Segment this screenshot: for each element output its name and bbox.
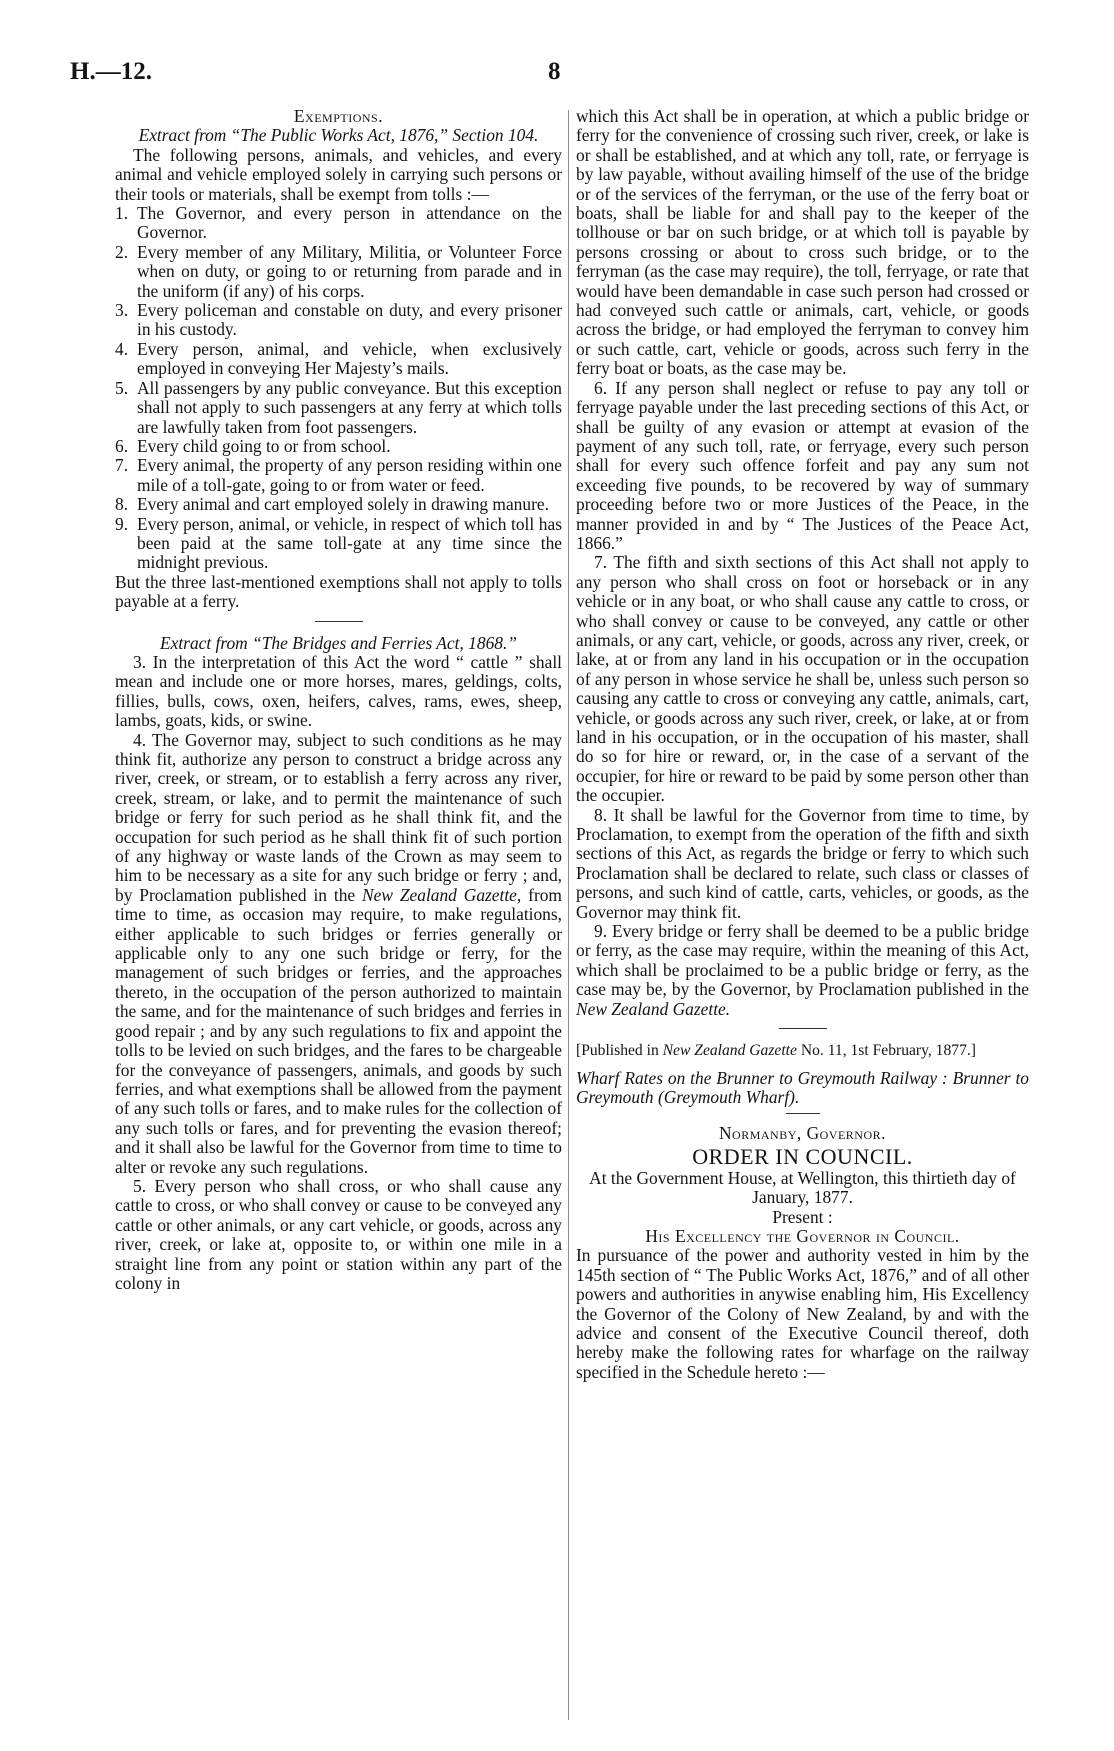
section-4-part-b: from time to time, as occasion may require, to make regulations, either applicable to such bridges or ferries generally or applicable only to any one such bridge or ferry, for the management of such bridges or ferries, and the approaches thereto, in the occupation of the person authorized to maintain the same, and for the maintenance of such bridges and ferries in good repair ; and by any such regulations to fix and appoint the tolls to be levied on such bridges, and the fares to be chargeable for the conveyance of passengers, animals, and goods by such ferries, and what exemptions shall be allowed from the payment of any such tolls or fares, and to make rules for the collection of any such tolls or fares, and for preventing the evasion thereof; and it shall also be lawful for the Governor from time to time to alter or revoke any such regulations.: [115, 884, 562, 1177]
order-title: ORDER IN COUNCIL.: [692, 1143, 913, 1169]
exemption-text: Every policeman and constable on duty, and every prisoner in his custody.: [137, 300, 562, 340]
exemption-number: 6.: [115, 435, 129, 456]
exemption-number: 7.: [115, 455, 129, 476]
exemption-number: 3.: [115, 300, 129, 321]
exemption-item: [115, 379, 562, 437]
section-5-continued: which this Act shall be in operation, at which a public bridge or ferry for the convenience of crossing such river, creek, or lake is or shall be established, and at which any toll, rate, or ferryage is by law payable, without availing himself of the use of the bridge or of the services of the ferryman, or the use of the ferry boat or boats, shall be liable for and shall pay to the keeper of the tollhouse or bar on such bridge, or at which toll is payable by persons crossing or about to cross such bridge, or to the ferryman (as the case may require), the toll, ferryage, or rate that would have been demandable in case such person had crossed or had conveyed such cattle or animals, cart, vehicle, or goods across the bridge, or had employed the ferryman to convey him or such cattle, cart, vehicle or goods, across such ferry in the ferry boat or boats, as the case may be.: [576, 106, 1029, 379]
exemption-item: [115, 301, 562, 340]
publication-note: [576, 1041, 1029, 1060]
exemption-text: Every member of any Military, Militia, or Volunteer Force when on duty, or going to or returning from parade and in the uniform (if any) of his corps.: [137, 241, 562, 301]
section-9: [576, 922, 1029, 1019]
exemption-item: [115, 437, 562, 456]
right-column: [576, 107, 1029, 1382]
order-location-date: At the Government House, at Wellington, this thirtieth day of January, 1877.: [589, 1167, 1016, 1208]
extract-public-works-title: Extract from “The Public Works Act, 1876,” Section 104.: [138, 125, 539, 146]
exemption-item: [115, 515, 562, 573]
column-divider: [568, 110, 569, 1720]
exemption-item: [115, 340, 562, 379]
exemption-number: 5.: [115, 377, 129, 398]
section-6: 6. If any person shall neglect or refuse to pay any toll or ferryage payable under the last preceding sections of this Act, or shall be guilty of any evasion or attempt at evasion of the payment of any such toll, rate, or ferryage, every such person shall for every such offence forfeit and pay any sum not exceeding five pounds, to be recovered by way of summary proceeding before two or more Justices of the Peace, in the manner provided in and by “ The Justices of the Peace Act, 1866.”: [576, 377, 1029, 553]
exemptions-intro: The following persons, animals, and vehicles, and every animal and vehicle employed solely in carrying such persons or their tools or materials, shall be exempt from tolls :—: [115, 144, 562, 204]
section-3: 3. In the interpretation of this Act the word “ cattle ” shall mean and include one or more horses, mares, geldings, colts, fillies, bulls, cows, oxen, heifers, calves, rams, ewes, sheep, lambs, goats, kids, or swine.: [115, 651, 562, 731]
section-separator: [779, 1028, 827, 1029]
exemption-text: Every animal and cart employed solely in drawing manure.: [137, 494, 549, 515]
exemption-item: [115, 243, 562, 301]
order-body: In pursuance of the power and authority vested in him by the 145th section of “ The Public Works Act, 1876,” and of all other powers and authorities in anywise enabling him, His Excellency the Governor of the Colony of New Zealand, by and with the advice and consent of the Executive Council thereof, doth hereby make the following rates for wharfage on the railway specified in the Schedule hereto :—: [576, 1245, 1029, 1382]
order-subject: Wharf Rates on the Brunner to Greymouth Railway : Brunner to Greymouth (Greymouth Wharf).: [576, 1067, 1029, 1107]
exemption-number: 4.: [115, 338, 129, 359]
exemption-text: The Governor, and every person in attendance on the Governor.: [137, 203, 562, 243]
left-column: [115, 107, 562, 1293]
section-9-part-a: 9. Every bridge or ferry shall be deemed to be a public bridge or ferry, as the case may require, within the meaning of this Act, which shall be proclaimed to be a public bridge or ferry, as the case may be, by the Governor, by Proclamation published in the: [576, 921, 1029, 1000]
publication-note-suffix: No. 11, 1st February, 1877.]: [800, 1042, 976, 1060]
exemption-number: 9.: [115, 513, 129, 534]
exemption-item: [115, 204, 562, 243]
exemption-text: Every person, animal, or vehicle, in respect of which toll has been paid at the same toll-gate at any time since the midnight previous.: [137, 513, 562, 573]
section-4: [115, 731, 562, 1177]
extract-bridges-title: Extract from “The Bridges and Ferries Act, 1868.”: [160, 632, 517, 653]
section-separator: [786, 1113, 820, 1114]
exemptions-heading: Exemptions.: [293, 106, 384, 126]
section-separator: [315, 621, 363, 622]
exemption-item: [115, 495, 562, 514]
gazette-reference: New Zealand Gazette: [662, 1042, 797, 1060]
exemption-number: 1.: [115, 203, 129, 224]
exemption-number: 2.: [115, 241, 129, 262]
document-code: H.—12.: [70, 58, 152, 85]
section-5: 5. Every person who shall cross, or who shall cause any cattle to cross, or who shall convey or cause to be conveyed any cattle or other animals, or any cart vehicle, or goods, across any river, creek, or lake at, opposite to, or within one mile in a straight line from any point or station within any part of the colony in: [115, 1175, 562, 1293]
exemption-number: 8.: [115, 494, 129, 515]
page-number: 8: [548, 58, 561, 85]
exemption-text: Every animal, the property of any person residing within one mile of a toll-gate, going to or from water or feed.: [137, 455, 562, 495]
governor-signature: Normanby, Governor.: [718, 1123, 886, 1144]
publication-note-prefix: [Published in: [576, 1042, 659, 1060]
exemption-text: Every child going to or from school.: [137, 435, 391, 456]
section-4-part-a: 4. The Governor may, subject to such conditions as he may think fit, authorize any person to construct a bridge across any river, creek, or stream, or to establish a ferry across any river, creek, stream, or lake, and to permit the maintenance of such bridge or ferry for such period as he shall think fit, and the occupation for such period as he shall think fit of such portion of any highway or waste lands of the Crown as may seem to him to be necessary as a site for any such bridge or ferry ; and, by Proclamation published in the: [115, 729, 562, 905]
section-8: 8. It shall be lawful for the Governor from time to time, by Proclamation, to exempt from the operation of the fifth and sixth sections of this Act, as regards the bridge or ferry to which such Proclamation shall be declared to relate, such class or classes of persons, and such kind of cattle, carts, vehicles, or goods, as the Governor may think fit.: [576, 804, 1029, 922]
gazette-reference: New Zealand Gazette,: [362, 884, 522, 905]
gazette-reference: New Zealand Gazette.: [576, 998, 731, 1019]
exemption-item: [115, 456, 562, 495]
present-label: Present :: [772, 1206, 833, 1227]
present-attendees: His Excellency the Governor in Council.: [645, 1225, 960, 1246]
exemptions-note: But the three last-mentioned exemptions shall not apply to tolls payable at a ferry.: [115, 571, 562, 612]
section-7: 7. The fifth and sixth sections of this Act shall not apply to any person who shall cross on foot or horseback or in any vehicle or in any boat, or who shall cause any cattle to cross, or who shall convey or cause to be conveyed, any cattle or other animals, or any cart, vehicle, or goods, across any river, creek, or lake, at or from any land in his occupation or in the occupation of any person in whose service he shall be, unless such person so causing any cattle to cross or conveying any cattle, animals, cart, vehicle, or goods across any such river, creek, or lake, at or from land in his occupation, or in the occupation of his master, shall do so for hire or reward, or, in the case of a servant of the occupier, for hire or reward to be paid by some person other than the occupier.: [576, 552, 1029, 806]
exemption-text: All passengers by any public conveyance. But this exception shall not apply to such passengers at any ferry at which tolls are lawfully taken from foot passengers.: [137, 377, 562, 437]
exemption-text: Every person, animal, and vehicle, when exclusively employed in conveying Her Majesty’s mails.: [137, 338, 562, 379]
